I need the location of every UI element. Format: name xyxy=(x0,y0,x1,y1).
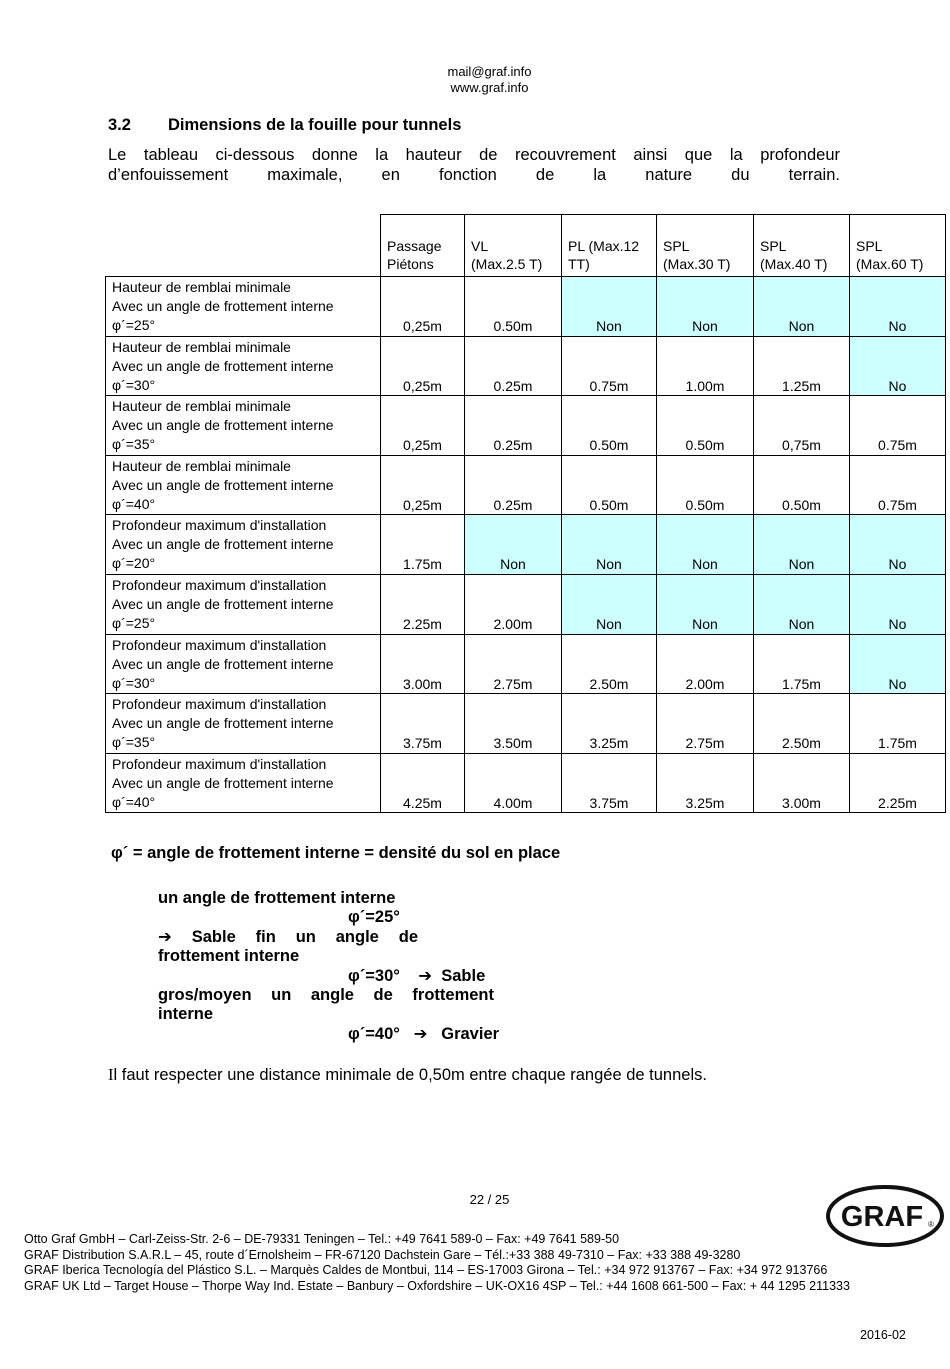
table-cell: 3.25m xyxy=(657,753,754,813)
table-cell: No xyxy=(850,336,946,396)
company-footer xyxy=(24,1232,850,1294)
svg-text:®: ® xyxy=(928,1220,934,1229)
legend-line: un angle de frottement interne xyxy=(158,889,396,907)
table-cell: 0,25m xyxy=(381,336,465,396)
table-cell: 4.00m xyxy=(465,753,562,813)
table-cell: 3.75m xyxy=(562,753,657,813)
row-label: Hauteur de remblai minimale Avec un angle de frottement interne φ´=25° xyxy=(106,277,381,337)
table-cell: Non xyxy=(657,574,754,634)
column-header: SPL (Max.30 T) xyxy=(657,215,754,277)
legend-line: φ´=30° ➔ Sable xyxy=(348,967,486,985)
row-label: Profondeur maximum d'installation Avec un angle de frottement interne φ´=25° xyxy=(106,574,381,634)
table-cell: 1.25m xyxy=(754,336,850,396)
table-cell: Non xyxy=(562,574,657,634)
row-label: Profondeur maximum d'installation Avec un angle de frottement interne φ´=35° xyxy=(106,694,381,754)
table-cell: 0.25m xyxy=(465,396,562,456)
column-header: VL (Max.2.5 T) xyxy=(465,215,562,277)
table-cell: 2.50m xyxy=(754,694,850,754)
email: mail@graf.info xyxy=(447,64,532,79)
table-cell: 0,75m xyxy=(754,396,850,456)
section-title: Dimensions de la fouille pour tunnels xyxy=(168,116,462,134)
legend-line: interne xyxy=(158,1005,214,1023)
table-cell: 2.75m xyxy=(657,694,754,754)
table-cell: No xyxy=(850,515,946,575)
legend-line: ➔ Sable fin un angle de xyxy=(158,928,418,946)
legend-line: frottement interne xyxy=(158,947,300,965)
table-cell: 2.25m xyxy=(850,753,946,813)
website: www.graf.info xyxy=(450,80,529,95)
table-cell: Non xyxy=(754,515,850,575)
table-cell: 2.25m xyxy=(381,574,465,634)
arrow-icon: ➔ xyxy=(158,928,172,946)
column-header: SPL (Max.60 T) xyxy=(850,215,946,277)
row-label: Hauteur de remblai minimale Avec un angle de frottement interne φ´=30° xyxy=(106,336,381,396)
table-cell: 0.25m xyxy=(465,455,562,515)
table-cell: 3.00m xyxy=(381,634,465,694)
row-label: Hauteur de remblai minimale Avec un angle de frottement interne φ´=40° xyxy=(106,455,381,515)
row-label: Hauteur de remblai minimale Avec un angle de frottement interne φ´=35° xyxy=(106,396,381,456)
legend-line: gros/moyen un angle de frottement xyxy=(158,986,494,1004)
table-cell: 2.50m xyxy=(562,634,657,694)
spacing-rule: Il faut respecter une distance minimale de 0,50m entre chaque rangée de tunnels. xyxy=(108,1065,707,1084)
table-cell: Non xyxy=(754,277,850,337)
column-header: PL (Max.12 TT) xyxy=(562,215,657,277)
table-cell: Non xyxy=(562,515,657,575)
table-cell: 2.00m xyxy=(657,634,754,694)
column-header: SPL (Max.40 T) xyxy=(754,215,850,277)
table-cell: 0.50m xyxy=(465,277,562,337)
intro-line: Le tableau ci-dessous donne la hauteur de recouvrement ainsi que la profondeur xyxy=(108,146,840,164)
table-cell: No xyxy=(850,634,946,694)
arrow-icon: ➔ xyxy=(413,1025,428,1043)
table-cell: 0,25m xyxy=(381,277,465,337)
table-cell: 1.00m xyxy=(657,336,754,396)
table-cell: 3.75m xyxy=(381,694,465,754)
table-cell: 3.00m xyxy=(754,753,850,813)
table-cell: 0,25m xyxy=(381,455,465,515)
table-cell: Non xyxy=(754,574,850,634)
table-cell: 0.50m xyxy=(562,396,657,456)
table-cell: 2.00m xyxy=(465,574,562,634)
legend-line: φ´=25° xyxy=(348,908,400,926)
table-cell: 0.75m xyxy=(850,396,946,456)
row-label: Profondeur maximum d'installation Avec un angle de frottement interne φ´=30° xyxy=(106,634,381,694)
footer-line: GRAF UK Ltd – Target House – Thorpe Way Ind. Estate – Banbury – Oxfordshire – UK-OX16 4SP – Tel.: +44 1608 661-500 – Fax: + 44 1295 211333 xyxy=(24,1278,850,1293)
footer-line: Otto Graf GmbH – Carl-Zeiss-Str. 2-6 – DE-79331 Teningen – Tel.: +49 7641 589-0 – Fax: +49 7641 589-50 xyxy=(24,1232,620,1246)
table-cell: Non xyxy=(562,277,657,337)
table-cell: 0.25m xyxy=(465,336,562,396)
table-cell: 0.75m xyxy=(850,455,946,515)
graf-logo xyxy=(826,1185,944,1247)
document-date: 2016-02 xyxy=(860,1328,906,1342)
column-header: Passage Piétons xyxy=(381,215,465,277)
intro-line: d’enfouissement maximale, en fonction de la nature du terrain. xyxy=(108,166,840,184)
row-label: Profondeur maximum d'installation Avec un angle de frottement interne φ´=40° xyxy=(106,753,381,813)
table-cell: 0.50m xyxy=(657,455,754,515)
table-cell: No xyxy=(850,277,946,337)
table-cell: 0.50m xyxy=(754,455,850,515)
legend-line: φ´=40° ➔ Gravier xyxy=(348,1025,500,1043)
phi-note: φ´ = angle de frottement interne = densité du sol en place xyxy=(111,844,561,862)
table-cell: 0.50m xyxy=(562,455,657,515)
table-cell: 2.75m xyxy=(465,634,562,694)
row-label: Profondeur maximum d'installation Avec un angle de frottement interne φ´=20° xyxy=(106,515,381,575)
table-cell: 0.75m xyxy=(562,336,657,396)
section-number: 3.2 xyxy=(108,116,131,134)
svg-text:GRAF: GRAF xyxy=(840,1201,924,1233)
table-cell: Non xyxy=(657,515,754,575)
table-cell: 1.75m xyxy=(754,634,850,694)
table-cell: 1.75m xyxy=(381,515,465,575)
table-cell: Non xyxy=(465,515,562,575)
table-cell: 3.25m xyxy=(562,694,657,754)
table-cell: 3.50m xyxy=(465,694,562,754)
arrow-icon: ➔ xyxy=(418,967,433,985)
table-cell: No xyxy=(850,574,946,634)
table-cell: 0.50m xyxy=(657,396,754,456)
table-cell: 4.25m xyxy=(381,753,465,813)
footer-line: GRAF Iberica Tecnología del Plástico S.L. – Marquès Caldes de Montbui, 114 – ES-17003 Girona – Tel.: +34 972 913767 – Fax: +34 972 913766 xyxy=(24,1263,828,1277)
table-cell: 1.75m xyxy=(850,694,946,754)
table-cell: Non xyxy=(657,277,754,337)
table-cell: 0,25m xyxy=(381,396,465,456)
footer-line: GRAF Distribution S.A.R.L – 45, route d´Ernolsheim – FR-67120 Dachstein Gare – Tél.:+33 388 49-7310 – Fax: +33 388 49-3280 xyxy=(24,1247,741,1262)
page-number: 22 / 25 xyxy=(469,1192,510,1207)
